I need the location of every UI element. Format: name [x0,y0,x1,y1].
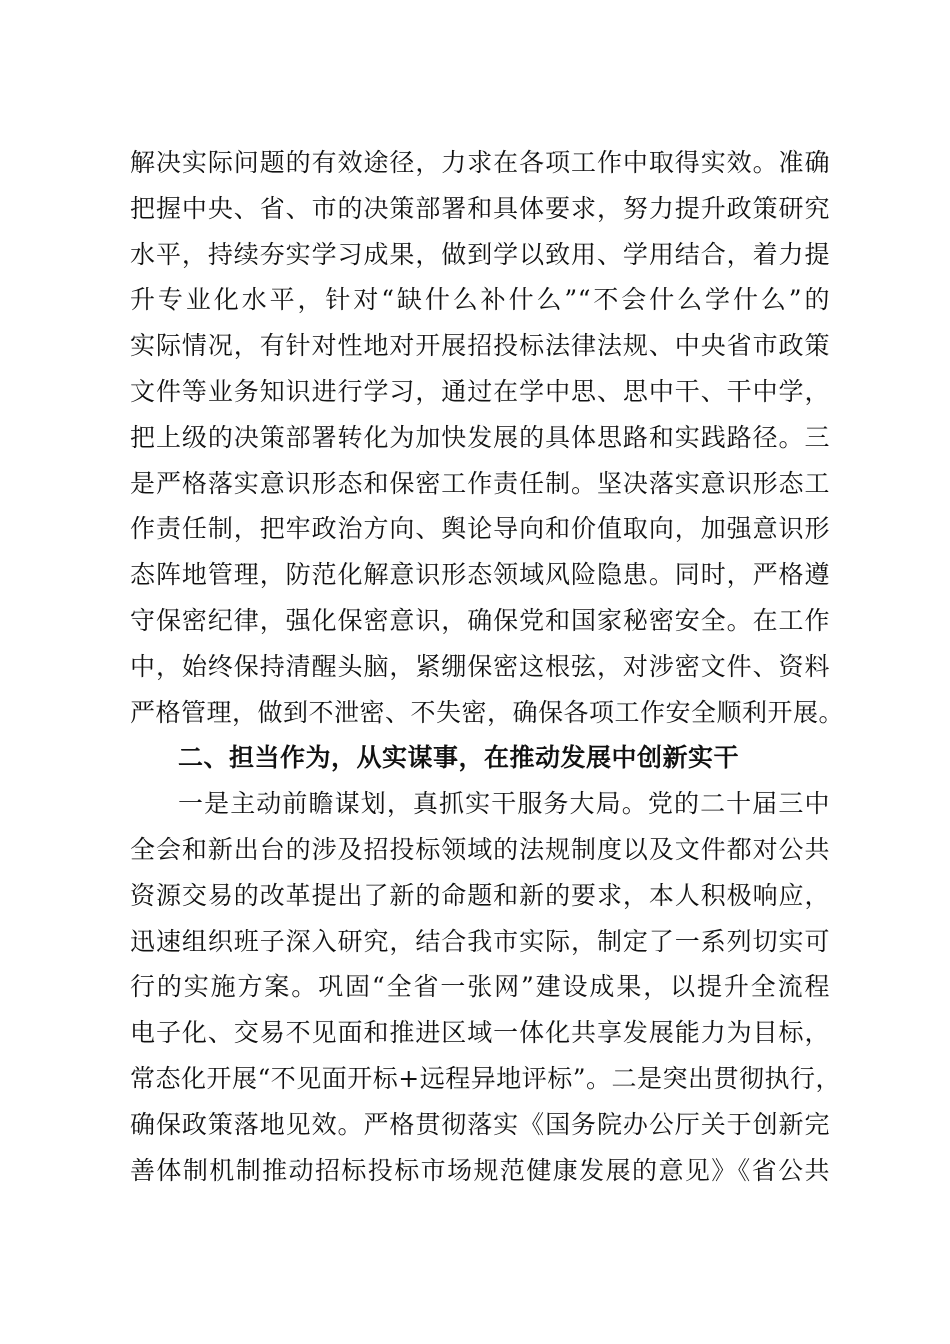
document-body [130,140,845,1193]
text-line: 行的实施方案。巩固“全省一张网”建设成果，以提升全流程 [130,972,830,1002]
text-line: 解决实际问题的有效途径，力求在各项工作中取得实效。准确 [130,148,830,177]
section-heading: 二、担当作为，从实谋事，在推动发展中创新实干 [178,743,740,773]
text-line: 常态化开展“不见面开标+远程异地评标”。二是突出贯彻执行， [130,1063,842,1093]
text-line: 电子化、交易不见面和推进区域一体化共享发展能力为目标， [130,1018,830,1048]
text-line: 升专业化水平，针对“缺什么补什么”“不会什么学什么”的 [130,285,830,315]
text-line: 中，始终保持清醒头脑，紧绷保密这根弦，对涉密文件、资料 [130,651,830,681]
text-line: 态阵地管理，防范化解意识形态领域风险隐患。同时，严格遵 [130,560,830,590]
text-line: 把握中央、省、市的决策部署和具体要求，努力提升政策研究 [130,193,830,223]
text-line: 善体制机制推动招标投标市场规范健康发展的意见》《省公共 [130,1155,830,1185]
text-line: 全会和新出台的涉及招投标领域的法规制度以及文件都对公共 [130,834,830,864]
text-line: 一是主动前瞻谋划，真抓实干服务大局。党的二十届三中 [178,789,830,819]
text-line: 作责任制，把牢政治方向、舆论导向和价值取向，加强意识形 [130,514,830,544]
text-line: 把上级的决策部署转化为加快发展的具体思路和实践路径。三 [130,422,830,452]
text-line: 资源交易的改革提出了新的命题和新的要求，本人积极响应， [130,880,830,910]
text-line: 确保政策落地见效。严格贯彻落实《国务院办公厅关于创新完 [130,1109,830,1139]
text-line: 迅速组织班子深入研究，结合我市实际，制定了一系列切实可 [130,926,830,956]
text-line: 严格管理，做到不泄密、不失密，确保各项工作安全顺利开展。 [130,697,845,727]
text-line: 水平，持续夯实学习成果，做到学以致用、学用结合，着力提 [130,239,830,269]
text-line: 守保密纪律，强化保密意识，确保党和国家秘密安全。在工作 [130,605,830,635]
text-line: 是严格落实意识形态和保密工作责任制。坚决落实意识形态工 [130,468,830,498]
text-line: 实际情况，有针对性地对开展招投标法律法规、中央省市政策 [130,331,830,361]
text-line: 文件等业务知识进行学习，通过在学中思、思中干、干中学， [130,376,830,406]
